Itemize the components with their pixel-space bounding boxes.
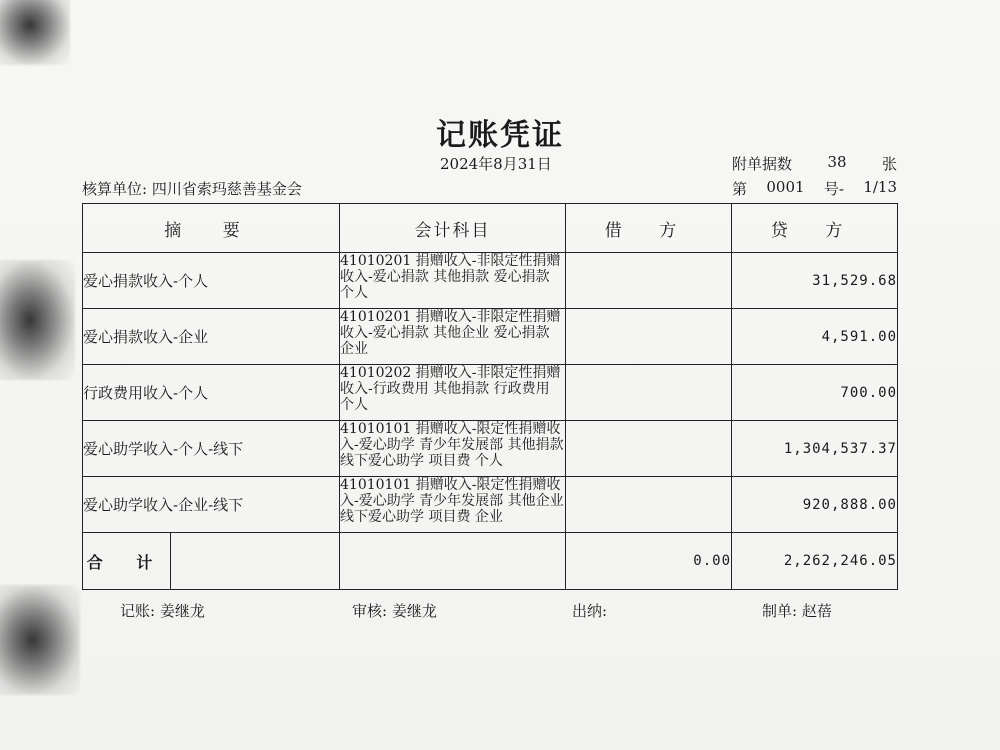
table-header-row	[83, 204, 898, 253]
row-credit: 4,591.00	[732, 309, 898, 365]
table-row	[83, 365, 898, 421]
signature-reviewer: 审核: 姜继龙	[352, 602, 437, 620]
accounting-unit	[82, 178, 302, 199]
scan-smudge-top	[0, 0, 70, 65]
row-debit	[566, 421, 732, 477]
table-row	[83, 477, 898, 533]
accounting-unit-name: 四川省索玛慈善基金会	[151, 180, 302, 198]
voucher-table	[82, 203, 898, 590]
row-debit	[566, 253, 732, 309]
signature-row	[0, 600, 1000, 620]
row-summary: 爱心助学收入-个人-线下	[83, 421, 340, 477]
row-summary: 行政费用收入-个人	[83, 365, 340, 421]
voucher-number-prefix: 第	[732, 180, 748, 198]
row-credit: 1,304,537.37	[732, 421, 898, 477]
voucher-number-suffix: 号-	[823, 180, 844, 198]
row-credit: 920,888.00	[732, 477, 898, 533]
row-summary: 爱心捐款收入-个人	[83, 253, 340, 309]
signature-preparer: 制单: 赵蓓	[762, 602, 832, 620]
attachment-value: 38	[827, 153, 847, 171]
table-row	[83, 309, 898, 365]
signature-cashier: 出纳:	[572, 602, 608, 620]
row-account: 41010101 捐赠收入-限定性捐赠收入-爱心助学 青少年发展部 其他捐款 线下爱心助学 项目费 个人	[340, 421, 566, 477]
column-header-debit: 借 方	[566, 204, 732, 253]
total-blank-cell	[171, 533, 340, 590]
row-summary: 爱心捐款收入-企业	[83, 309, 340, 365]
row-debit	[566, 309, 732, 365]
column-header-credit: 贷 方	[732, 204, 898, 253]
total-row	[83, 533, 898, 590]
voucher-title: 记账凭证	[436, 118, 564, 153]
table-row	[83, 421, 898, 477]
total-label: 合 计	[83, 533, 171, 590]
table-row	[83, 253, 898, 309]
row-summary: 爱心助学收入-企业-线下	[83, 477, 340, 533]
voucher-number	[732, 178, 897, 199]
voucher-date: 2024年8月31日	[440, 155, 552, 173]
column-header-summary: 摘 要	[83, 204, 340, 253]
row-account: 41010201 捐赠收入-非限定性捐赠收入-爱心捐款 其他捐款 爱心捐款 个人	[340, 253, 566, 309]
total-credit: 2,262,246.05	[732, 533, 898, 590]
attachment-count	[732, 153, 897, 174]
signature-bookkeeper: 记账: 姜继龙	[120, 602, 205, 620]
row-debit	[566, 365, 732, 421]
row-credit: 700.00	[732, 365, 898, 421]
row-account: 41010201 捐赠收入-非限定性捐赠收入-爱心捐款 其他企业 爱心捐款 企业	[340, 309, 566, 365]
scan-smudge-middle	[0, 260, 75, 380]
accounting-unit-label: 核算单位:	[82, 180, 148, 198]
total-blank-cell	[340, 533, 566, 590]
row-account: 41010202 捐赠收入-非限定性捐赠收入-行政费用 其他捐款 行政费用 个人	[340, 365, 566, 421]
column-header-account: 会计科目	[340, 204, 566, 253]
row-account: 41010101 捐赠收入-限定性捐赠收入-爱心助学 青少年发展部 其他企业 线下爱心助学 项目费 企业	[340, 477, 566, 533]
row-credit: 31,529.68	[732, 253, 898, 309]
attachment-unit: 张	[881, 155, 897, 173]
attachment-label: 附单据数	[732, 155, 793, 173]
voucher-number-value: 0001	[766, 178, 805, 196]
voucher-page: 1/13	[863, 178, 897, 196]
row-debit	[566, 477, 732, 533]
total-debit: 0.00	[566, 533, 732, 590]
